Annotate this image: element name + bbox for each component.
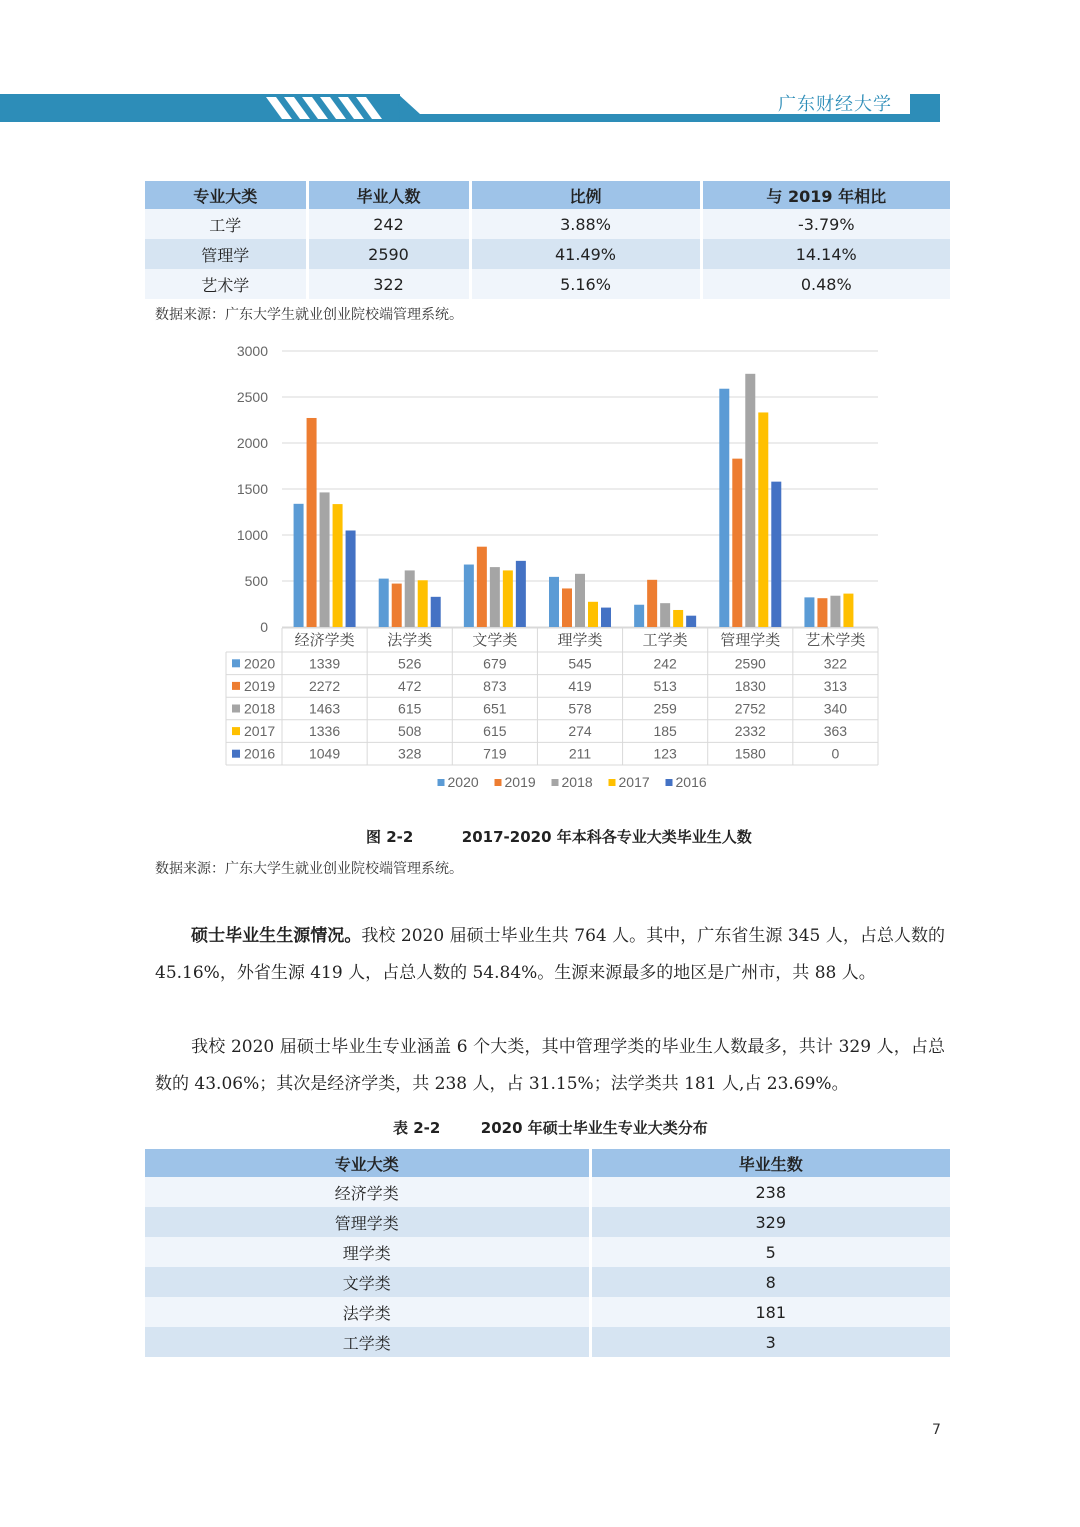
figure-label: 图 2-2 <box>366 828 414 846</box>
table-row <box>145 209 950 239</box>
col-header: 比例 <box>470 181 701 209</box>
bar <box>843 594 853 627</box>
category-label: 文学类 <box>472 631 518 649</box>
paragraph-master-majors <box>155 1029 945 1103</box>
series-name: 2018 <box>244 700 276 717</box>
figure-title: 2017-2020 年本科各专业大类毕业生人数 <box>461 828 752 846</box>
bar <box>516 561 526 627</box>
y-tick-label: 0 <box>260 619 268 635</box>
col-header: 毕业生数 <box>590 1149 950 1177</box>
table-cell: 文学类 <box>145 1267 590 1297</box>
table-cell: 181 <box>590 1297 950 1327</box>
bar <box>346 530 356 627</box>
table-row <box>145 1327 950 1357</box>
series-name: 2016 <box>244 745 276 762</box>
category-label: 管理学类 <box>720 631 781 649</box>
paragraph-lead: 硕士毕业生生源情况。 <box>191 926 362 946</box>
table-cell: 法学类 <box>145 1297 590 1327</box>
y-tick-label: 500 <box>244 573 268 589</box>
series-name: 2020 <box>244 655 276 672</box>
bar <box>647 580 657 627</box>
table-cell: 工学类 <box>145 1327 590 1357</box>
data-label: 545 <box>568 655 592 672</box>
paragraph-text: 我校 2020 届硕士毕业生共 764 人。其中，广东省生源 345 人，占总人数的 45.16%，外省生源 419 人，占总人数的 54.84%。生源来源最多的地区是广州市，共 88 人。 <box>155 926 945 983</box>
bar <box>588 602 598 627</box>
data-label: 719 <box>483 745 507 762</box>
table-header-row <box>145 181 950 209</box>
table-row <box>145 1207 950 1237</box>
data-label: 1830 <box>734 677 766 694</box>
table-cell: 41.49% <box>470 239 701 269</box>
bar <box>817 598 827 627</box>
table-cell: 5 <box>590 1237 950 1267</box>
table-cell: 3 <box>590 1327 950 1357</box>
data-label: 2752 <box>734 700 766 717</box>
col-header: 毕业人数 <box>307 181 470 209</box>
data-label: 274 <box>568 723 592 740</box>
table-cell: 242 <box>307 209 470 239</box>
series-key <box>232 682 240 690</box>
data-label: 526 <box>398 655 422 672</box>
data-label: 242 <box>653 655 677 672</box>
table-row <box>145 1237 950 1267</box>
table-row <box>145 1297 950 1327</box>
table-row <box>145 1177 950 1207</box>
col-header: 专业大类 <box>145 181 307 209</box>
bar <box>418 580 428 627</box>
category-label: 艺术学类 <box>805 631 866 649</box>
table-caption <box>393 1117 708 1138</box>
table-cell: 理学类 <box>145 1237 590 1267</box>
bar <box>431 597 441 627</box>
data-label: 322 <box>823 655 848 672</box>
bar <box>307 418 317 627</box>
bar <box>405 570 415 627</box>
table-cell: 238 <box>590 1177 950 1207</box>
table-row <box>145 1267 950 1297</box>
data-label: 1580 <box>734 745 766 762</box>
data-label: 328 <box>398 745 422 762</box>
bar <box>333 504 343 627</box>
bar <box>294 504 304 627</box>
bar <box>392 584 402 627</box>
bar-chart <box>220 336 890 806</box>
table-cell: 8 <box>590 1267 950 1297</box>
bar <box>503 570 513 627</box>
data-label: 472 <box>398 677 422 694</box>
legend-label: 2019 <box>504 774 536 790</box>
bar <box>320 492 330 627</box>
data-label: 419 <box>568 677 592 694</box>
category-label: 法学类 <box>387 631 433 649</box>
col-header: 专业大类 <box>145 1149 590 1177</box>
category-label: 理学类 <box>557 631 603 649</box>
bar <box>719 389 729 627</box>
bar <box>379 579 389 627</box>
bar <box>464 565 474 627</box>
data-label: 123 <box>653 745 677 762</box>
table-cell: 322 <box>307 269 470 299</box>
table-cell: 工学 <box>145 209 307 239</box>
col-header: 与 2019 年相比 <box>701 181 950 209</box>
table-row <box>145 269 950 299</box>
header-school-name: 广东财经大学 <box>778 94 892 115</box>
bar <box>804 597 814 627</box>
data-label: 259 <box>653 700 677 717</box>
bar <box>686 616 696 627</box>
data-label: 679 <box>483 655 507 672</box>
data-label: 363 <box>823 723 848 740</box>
bar <box>771 482 781 627</box>
data-label: 615 <box>398 700 422 717</box>
table-header-row <box>145 1149 950 1177</box>
series-key <box>232 659 240 667</box>
table-label: 表 2-2 <box>393 1119 441 1137</box>
table-cell: 0.48% <box>701 269 950 299</box>
legend-swatch <box>609 779 616 786</box>
table-cell: 艺术学 <box>145 269 307 299</box>
series-name: 2017 <box>244 723 276 740</box>
bar <box>673 610 683 627</box>
data-label: 1339 <box>308 655 341 672</box>
data-label: 2332 <box>734 723 766 740</box>
bar <box>601 608 611 627</box>
bar <box>660 603 670 627</box>
data-label: 615 <box>483 723 507 740</box>
bar <box>634 605 644 627</box>
y-tick-label: 2000 <box>236 435 268 451</box>
table-cell: 14.14% <box>701 239 950 269</box>
data-label: 651 <box>483 700 507 717</box>
table-cell: -3.79% <box>701 209 950 239</box>
data-label: 211 <box>568 745 592 762</box>
data-label: 873 <box>483 677 507 694</box>
table-title: 2020 年硕士毕业生专业大类分布 <box>480 1119 708 1137</box>
data-source-note: 数据来源：广东大学生就业创业院校端管理系统。 <box>155 307 463 323</box>
category-label: 经济学类 <box>294 631 355 649</box>
bar <box>562 588 572 627</box>
table-cell: 经济学类 <box>145 1177 590 1207</box>
bar <box>745 374 755 627</box>
paragraph-text: 我校 2020 届硕士毕业生专业涵盖 6 个大类，其中管理学类的毕业生人数最多，共计 329 人，占总数的 43.06%；其次是经济学类，共 238 人，占 31.15%；法学类共 181 人,占 23.69%。 <box>155 1037 945 1094</box>
data-label: 0 <box>831 745 840 762</box>
table-cell: 管理学类 <box>145 1207 590 1237</box>
data-label: 513 <box>653 677 677 694</box>
legend-swatch <box>552 779 559 786</box>
table-cell: 管理学 <box>145 239 307 269</box>
table-cell: 3.88% <box>470 209 701 239</box>
data-label: 1336 <box>308 723 341 740</box>
table-row <box>145 239 950 269</box>
y-tick-label: 1500 <box>236 481 268 497</box>
legend-swatch <box>495 779 502 786</box>
bar <box>490 567 500 627</box>
figure-caption <box>366 826 752 847</box>
legend-label: 2018 <box>561 774 593 790</box>
bar <box>549 577 559 627</box>
legend-label: 2020 <box>447 774 479 790</box>
legend-label: 2016 <box>675 774 707 790</box>
y-tick-label: 3000 <box>236 343 268 359</box>
data-label: 2590 <box>734 655 766 672</box>
series-key <box>232 705 240 713</box>
legend-swatch <box>438 779 445 786</box>
data-label: 508 <box>398 723 422 740</box>
bar <box>732 459 742 627</box>
bar <box>758 412 768 627</box>
category-label: 工学类 <box>642 631 688 649</box>
bar <box>830 596 840 627</box>
table-cell: 329 <box>590 1207 950 1237</box>
data-label: 1463 <box>308 700 341 717</box>
bar <box>477 547 487 627</box>
legend-label: 2017 <box>618 774 650 790</box>
bar <box>575 574 585 627</box>
series-name: 2019 <box>244 677 276 694</box>
data-label: 313 <box>823 677 848 694</box>
data-label: 340 <box>823 700 848 717</box>
table-cell: 2590 <box>307 239 470 269</box>
table-cell: 5.16% <box>470 269 701 299</box>
data-label: 2272 <box>308 677 341 694</box>
series-key <box>232 750 240 758</box>
data-label: 1049 <box>308 745 341 762</box>
y-tick-label: 2500 <box>236 389 268 405</box>
data-label: 578 <box>568 700 592 717</box>
page-number: 7 <box>932 1422 941 1438</box>
table-master-majors <box>145 1149 950 1357</box>
data-label: 185 <box>653 723 677 740</box>
y-tick-label: 1000 <box>236 527 268 543</box>
paragraph-master-origin <box>155 918 945 992</box>
data-source-note: 数据来源：广东大学生就业创业院校端管理系统。 <box>155 861 463 877</box>
legend-swatch <box>666 779 673 786</box>
series-key <box>232 727 240 735</box>
table-undergrad-majors <box>145 181 950 299</box>
